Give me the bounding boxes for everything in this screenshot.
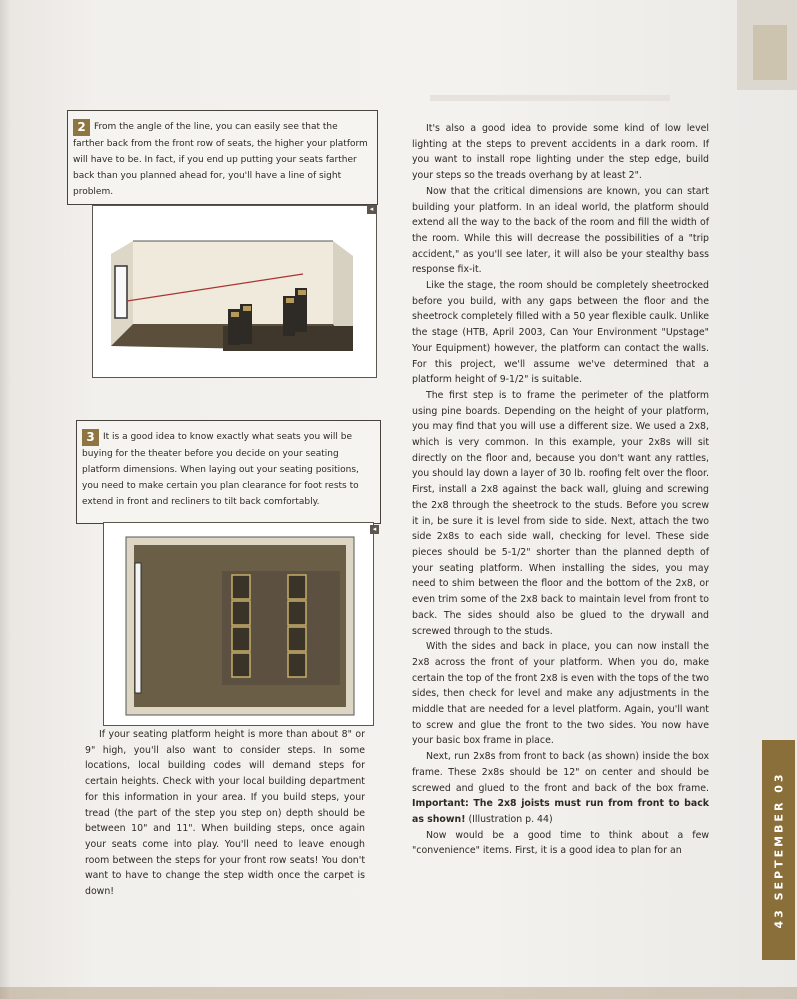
paragraph: If your seating platform height is more than about 8" or 9" high, you'll also want to consider steps. In some locations, local building codes will demand steps for certain heights. Check with your local building department for this information in your area. If you build steps, your tread (the part of the step you step on) depth should be between 10" and 11". When building steps, once again your seats come into play. You'll need to leave enough room between the steps for your front row seats! You don't want to have to change the step width once the carpet is down! — [85, 729, 365, 898]
paragraph — [412, 749, 709, 828]
step-3-callout — [76, 420, 381, 524]
illustration-reference: (Illustration p. 44) — [465, 813, 553, 825]
paragraph: It's also a good idea to provide some kind of low level lighting at the steps to prevent accidents in a dark room. If you want to install rope lighting under the step edge, build your steps so the treads overhang by at least 2". — [412, 123, 709, 182]
room-perspective-illustration — [92, 205, 377, 378]
step-number-badge: 2 — [73, 119, 90, 136]
screen-icon — [135, 563, 141, 693]
step-2-text-block — [73, 119, 371, 200]
step-3-text: It is a good idea to know exactly what seats you will be buying for the theater before you decide on your seating platform dimensions. When laying out your seating positions, you need to make certain you plan clearance for foot rests to extend in front and recliners to tilt back comfortably. — [82, 432, 359, 507]
step-2-callout — [67, 110, 378, 205]
faded-header-rule — [430, 95, 670, 101]
page-corner-bleed — [737, 0, 797, 90]
corner-tab — [753, 25, 787, 80]
room-side-view-svg — [93, 206, 376, 377]
room-top-view-illustration — [103, 522, 374, 726]
arrow-marker-icon: ◂ — [370, 525, 379, 534]
page-number-sidebar — [762, 740, 795, 960]
important-note: Important: The 2x8 joists must run from front to back as shown! — [412, 798, 709, 825]
arrow-marker-icon: ◂ — [367, 205, 376, 214]
left-column — [85, 727, 365, 900]
screen-icon — [115, 266, 127, 318]
paragraph: Like the stage, the room should be completely sheetrocked before you build, with any gaps between the floor and the sheetrock completely filled with a 50 year flexible caulk. Unlike the stage (HTB, April 2003, Can Your Environment "Upstage" Your Equipment) however, the platform can contact the walls. For this project, we'll assume we've determined that a platform height of 9-1/2" is suitable. — [412, 280, 709, 386]
paragraph: With the sides and back in place, you can now install the 2x8 across the front of your platform. When you do, make certain the top of the front 2x8 is even with the tops of the two sides, then check for level and make any adjustments in the middle that are needed for a level platform. Again, you'll want to screw and glue the front to the two sides. You now have your basic box frame in place. — [412, 641, 709, 747]
step-2-text: From the angle of the line, you can easily see that the farther back from the front row of seats, the higher your platform will have to be. In fact, if you end up putting your seats farther back than you planned ahead for, you'll have a line of sight problem. — [73, 122, 368, 197]
right-column — [412, 121, 709, 859]
paragraph: The first step is to frame the perimeter of the platform using pine boards. Depending on the height of your platform, you may find that you will use a different size. We used a 2x8, which is very common. In this example, your 2x8s will sit directly on the floor and, because you don't want any rattles, you should lay down a layer of 30 lb. roofing felt over the floor. First, install a 2x8 against the back wall, gluing and screwing the 2x8 through the sheetrock to the studs. Before you screw it in, be sure it is level from side to side. Next, attach the two side 2x8s to each side wall, checking for level. These side pieces should be 5-1/2" shorter than the planned depth of your seating platform. When installing the sides, you may need to shim between the floor and the bottom of the 2x8, or even trim some of the 2x8 back to maintain level from front to back. The sides should also be glued to the drywall and screwed through to the studs. — [412, 389, 709, 637]
page-spine-shadow — [0, 0, 12, 999]
paragraph-text: Next, run 2x8s from front to back (as shown) inside the box frame. These 2x8s should be 12" on center and should be screwed and glued to the front and back of the box frame. — [412, 751, 709, 794]
page-number-issue: 43 SEPTEMBER 03 — [772, 771, 785, 929]
bottom-edge-shadow — [0, 987, 797, 999]
step-number-badge: 3 — [82, 429, 99, 446]
paragraph: Now would be a good time to think about a few "convenience" items. First, it is a good idea to plan for an — [412, 829, 709, 857]
step-3-text-block — [82, 429, 374, 510]
paragraph: Now that the critical dimensions are known, you can start building your platform. In an ideal world, the platform should extend all the way to the back of the room and fill the width of the room. While this will decrease the possibilities of a "trip accident," as you'll see later, it will also be your stealthy bass response fix-it. — [412, 185, 709, 276]
room-top-view-svg — [104, 523, 373, 725]
